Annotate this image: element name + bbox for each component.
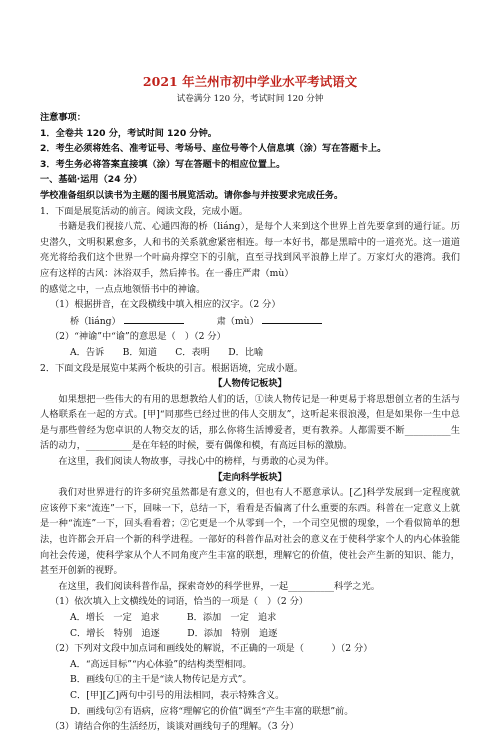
note-2: 2．考生必须将姓名、准考证号、考场号、座位号等个人信息填（涂）写在答题卡上。	[40, 143, 387, 155]
block-1-para-2: 在这里，我们阅读人物故事，寻找心中的榜样，与勇敢的心灵为伴。	[58, 456, 335, 468]
question-2-2: （2）下列对文段中加点词和画线处的解说，不正确的一项是（ ）（2 分）	[50, 643, 373, 655]
answer-blank-2[interactable]	[262, 313, 322, 324]
block-2-para-2: 在这里，我们阅读科普作品，探索奇妙的科学世界，一起__________科学之光。	[58, 580, 380, 592]
question-2-3: （3）请结合你的生活经历，谈谈对画线句子的理解。（3 分）	[50, 721, 299, 733]
passage-1-para-2: 的感觉之中，一点点地领悟书中的神谕。	[40, 283, 206, 295]
notes-heading: 注意事项：	[40, 112, 86, 123]
block-1-heading: 【人物传记板块】	[213, 378, 287, 390]
question-2-2-option-d: D．画线句②有语病，应将“理解它的价值”调至“产生丰富的联想”前。	[70, 705, 354, 717]
question-2-2-option-c: C．[甲][乙]两句中引号的用法相同，表示特殊含义。	[70, 689, 285, 701]
exam-title: 2021 年兰州市初中学业水平考试语文	[142, 74, 358, 89]
question-2-1-option-row-2: C．增长 特别 追逐 D．添加 特别 追逐	[70, 627, 278, 639]
answer-blank-1[interactable]	[124, 313, 184, 324]
block-1-para-1: 如果想把一些伟大的有用的思想教给人们的话，①读人物传记是一种更易于将思想创立者的生活与人格联系在一起的方式。[甲]“同那些已经过世的伟人交朋友”，这听起来很浪漫，但是如果你一生中总是与那些曾经为您卓识的人物交友的话，那么你将生活博爱者，更有教养。人都需要不断__________生活的动力，__________是在年轻的时候，要有偶像和模，有高远目标的激励。	[40, 393, 460, 452]
note-3: 3．考生务必将答案直接填（涂）写在答题卡的相应位置上。	[40, 158, 286, 170]
block-2-heading: 【走向科学板块】	[213, 471, 287, 483]
note-1: 1．全卷共 120 分，考试时间 120 分钟。	[40, 127, 217, 139]
question-2-1: （1）依次填入上文横线处的词语，恰当的一项是（ ）（2 分）	[50, 596, 309, 608]
passage-1-para-1: 书籍是我们视接八荒、心通四海的桥（liáng），是每个人来到这个世界上首先要拿到的通行证。历史潜久，文明积累愈多，人和书的关系就愈紧密相连。每一本好书，都是黑暗中的一道亮光。这一道道亮光将给我们这个世界一个叶扁舟撑空下的引航，直至寻找到风平浪静上岸了。万家灯火的港湾。我们应有这样的古风：沐浴双手，然后捧书。在一番庄严肃（mù）	[40, 221, 460, 279]
question-1-2-options: A．告诉 B．知道 C．表明 D．比喻	[70, 346, 264, 358]
question-2-2-option-a: A．“高远目标”“内心体验”的结构类型相同。	[70, 658, 252, 670]
question-1-1-blanks	[40, 313, 460, 330]
section-heading: 一、基础·运用（24 分）	[40, 174, 143, 186]
blank-label-1: 桥（liáng）	[70, 315, 121, 327]
question-2-1-option-row-1: A．增长 一定 追求 B．添加 一定 追求	[70, 612, 277, 623]
question-1-2: （2）“神谕”中“谕”的意思是（ ）（2 分）	[50, 331, 226, 343]
section-intro: 学校准备组织以读书为主题的图书展览活动。请你参与并按要求完成任务。	[40, 189, 344, 201]
block-2-para-1: 我们对世界进行的许多研究虽然都是有意义的，但也有人不愿意承认。[乙]科学发展到一定程度就应该停下来“流连”一下，回味一下，总结一下，看看是否偏离了什么重要的东西。科普在一定意义上就是一种“流连”一下，回头看看着；②它更是一个从零到一个，一个司空见惯的现象，一个看似简单的想法，也许都会开启一个新的科学进程。一部好的科普作品对社会的意义在于使科学家个人的内心体验能向社会传递，使科学家从个人不同角度产生丰富的联想，理解它的价值，使社会产生新的知识、能力，甚至开创新的视野。	[40, 487, 460, 577]
exam-subtitle: 试卷满分 120 分，考试时间 120 分钟	[176, 94, 324, 104]
question-2: 2．下面文段是展览中某两个板块的引言。根据语境，完成小题。	[40, 362, 304, 374]
question-1-1: （1）根据拼音，在文段横线中填入相应的汉字。（2 分）	[50, 299, 281, 311]
question-2-2-option-b: B．画线句①的主干是“读人物传记是方式”。	[70, 674, 252, 686]
blank-label-2: 肃（mù）	[216, 315, 259, 327]
question-1: 1．下面是展览活动的前言。阅读文段，完成小题。	[40, 205, 248, 217]
